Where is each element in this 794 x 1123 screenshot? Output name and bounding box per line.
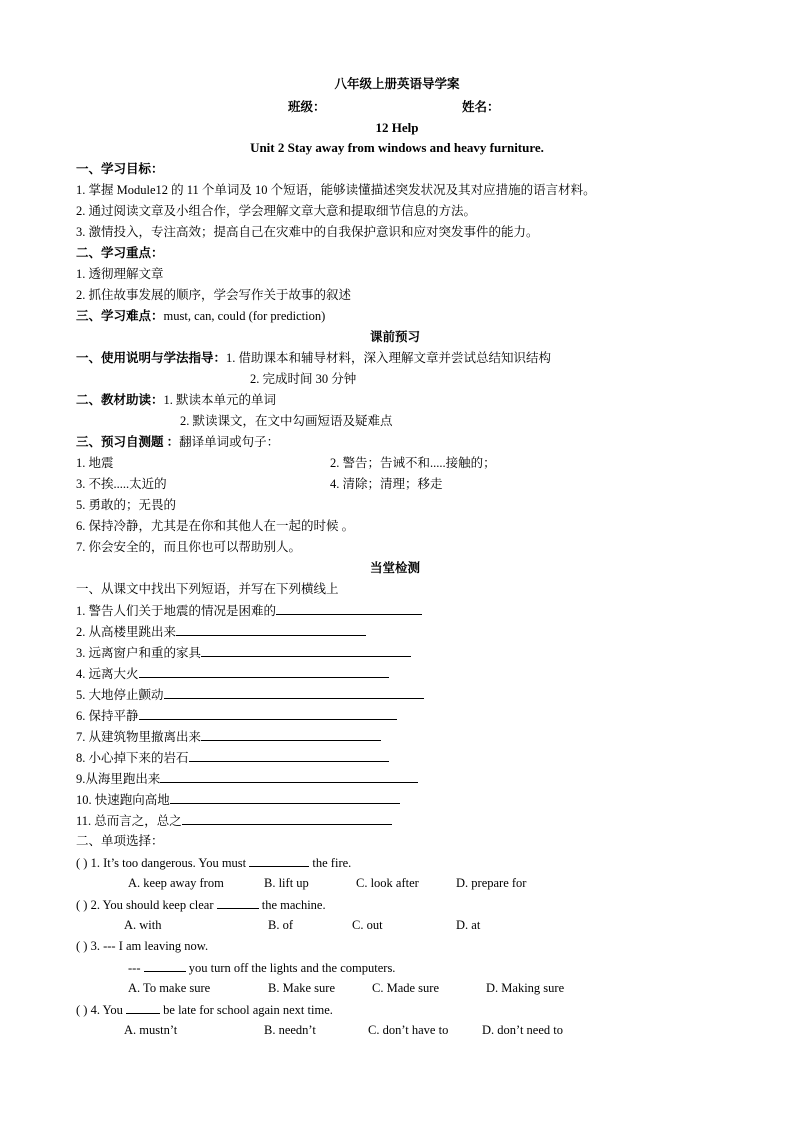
aid-item: 1. 默读本单元的单词 [163,393,277,407]
mc-option[interactable]: C. out [352,918,383,932]
answer-blank[interactable] [182,812,392,825]
answer-blank[interactable] [144,959,186,972]
mc-option[interactable]: B. needn’t [264,1023,316,1037]
question-text: you turn off the lights and the computers. [188,961,396,975]
phrase-prompt: 11. 总而言之，总之 [76,814,182,828]
mc-option[interactable]: D. prepare for [456,876,527,890]
mc-question-line2 [128,959,395,976]
key-point-item: 2. 抓住故事发展的顺序，学会写作关于故事的叙述 [76,288,352,302]
phrase-prompt: 4. 远离大火 [76,667,139,681]
guide-item: 2. 完成时间 30 分钟 [250,372,357,386]
guide-line [76,350,551,366]
mc-question [76,896,326,913]
preview-item: 6. 保持冷静，尤其是在你和其他人在一起的时候 。 [76,519,355,533]
difficulty-line [76,308,325,324]
phrase-prompt: 6. 保持平静 [76,709,139,723]
test-line [76,434,279,450]
phrase-item [76,728,381,745]
aid-item: 2. 默读课文，在文中勾画短语及疑难点 [180,414,393,428]
phrase-item [76,749,389,766]
phrase-item [76,812,392,829]
phrase-prompt: 5. 大地停止颤动 [76,688,164,702]
answer-blank[interactable] [201,644,411,657]
question-text: 1. It’s too dangerous. You must [90,856,247,870]
phrase-prompt: 9.从海里跑出来 [76,772,161,786]
mc-option[interactable]: C. Made sure [372,981,439,995]
goals-heading: 一、学习目标： [76,162,164,176]
mc-question [76,854,351,871]
mc-question [76,938,208,954]
phrase-prompt: 10. 快速跑向高地 [76,793,170,807]
difficulty-text: must, can, could (for prediction) [163,309,326,323]
difficulty-heading: 三、学习难点： [76,309,164,323]
phrase-item [76,770,418,787]
preview-item: 1. 地震 [76,456,114,470]
guide-heading: 一、使用说明与学法指导： [76,351,227,365]
preview-item: 3. 不挨.....太近的 [76,477,167,491]
key-points-heading: 二、学习重点： [76,246,164,260]
mc-option[interactable]: A. keep away from [128,876,224,890]
preview-item: 4. 清除；清理；移走 [330,477,443,491]
answer-blank[interactable] [126,1001,160,1014]
answer-blank[interactable] [201,728,381,741]
answer-blank[interactable] [189,749,389,762]
phrase-item [76,791,400,808]
answer-paren[interactable]: ( ) [76,898,88,912]
answer-blank[interactable] [170,791,400,804]
question-text: the fire. [312,856,352,870]
mc-option[interactable]: C. look after [356,876,419,890]
test-instruction: 翻译单词或句子： [179,435,280,449]
test-heading: 三、预习自测题 ： [76,435,180,449]
preview-item: 7. 你会安全的，而且你也可以帮助别人。 [76,540,302,554]
answer-blank[interactable] [160,770,418,783]
document-title: 八年级上册英语导学案 [334,77,460,91]
answer-paren[interactable]: ( ) [76,856,88,870]
phrase-item [76,707,397,724]
question-text: the machine. [261,898,326,912]
mc-option[interactable]: D. at [456,918,481,932]
answer-paren[interactable]: ( ) [76,1003,88,1017]
answer-blank[interactable] [139,665,389,678]
question-text: --- [128,961,141,975]
phrase-prompt: 7. 从建筑物里撤离出来 [76,730,202,744]
answer-blank[interactable] [276,602,422,615]
mc-option[interactable]: A. mustn’t [124,1023,178,1037]
name-label: 姓名： [462,100,500,114]
aid-line [76,392,276,408]
key-point-item: 1. 透彻理解文章 [76,267,164,281]
classroom-title: 当堂检测 [370,561,421,575]
question-text: 2. You should keep clear [90,898,214,912]
phrase-item [76,644,411,661]
answer-paren[interactable]: ( ) [76,939,88,953]
phrase-item [76,623,366,640]
mc-option[interactable]: B. of [268,918,293,932]
question-text: 3. --- I am leaving now. [90,939,209,953]
mc-option[interactable]: D. Making sure [486,981,565,995]
mc-option[interactable]: B. lift up [264,876,309,890]
mc-option[interactable]: A. with [124,918,162,932]
phrase-item [76,686,424,703]
phrases-heading: 一、从课文中找出下列短语，并写在下列横线上 [76,582,339,596]
preview-item: 5. 勇敢的；无畏的 [76,498,177,512]
goal-item: 2. 通过阅读文章及小组合作，学会理解文章大意和提取细节信息的方法。 [76,204,477,218]
aid-heading: 二、教材助读： [76,393,164,407]
unit-title: Unit 2 Stay away from windows and heavy furniture. [250,140,544,155]
answer-blank[interactable] [176,623,366,636]
mc-heading: 二、单项选择： [76,834,164,848]
phrase-item [76,665,389,682]
module-title: 12 Help [375,120,419,135]
question-text: be late for school again next time. [163,1003,333,1017]
phrase-prompt: 3. 远离窗户和重的家具 [76,646,202,660]
phrase-prompt: 2. 从高楼里跳出来 [76,625,177,639]
answer-blank[interactable] [249,854,309,867]
phrase-prompt: 8. 小心掉下来的岩石 [76,751,189,765]
phrase-item [76,602,422,619]
mc-question [76,1001,333,1018]
answer-blank[interactable] [139,707,397,720]
phrase-prompt: 1. 警告人们关于地震的情况是困难的 [76,604,277,618]
guide-item: 1. 借助课本和辅导材料，深入理解文章并尝试总结知识结构 [226,351,552,365]
mc-option[interactable]: C. don’t have to [368,1023,449,1037]
question-text: 4. You [90,1003,123,1017]
mc-option[interactable]: D. don’t need to [482,1023,564,1037]
goal-item: 1. 掌握 Module12 的 11 个单词及 10 个短语，能够读懂描述突发状况及其对应措施的语言材料。 [76,183,596,197]
answer-blank[interactable] [164,686,424,699]
goal-item: 3. 激情投入，专注高效；提高自己在灾难中的自我保护意识和应对突发事件的能力。 [76,225,539,239]
class-label: 班级： [288,100,326,114]
preview-title: 课前预习 [370,330,421,344]
preview-item: 2. 警告；告诫不和.....接触的； [330,456,496,470]
answer-blank[interactable] [217,896,259,909]
mc-option[interactable]: B. Make sure [268,981,335,995]
mc-option[interactable]: A. To make sure [128,981,211,995]
